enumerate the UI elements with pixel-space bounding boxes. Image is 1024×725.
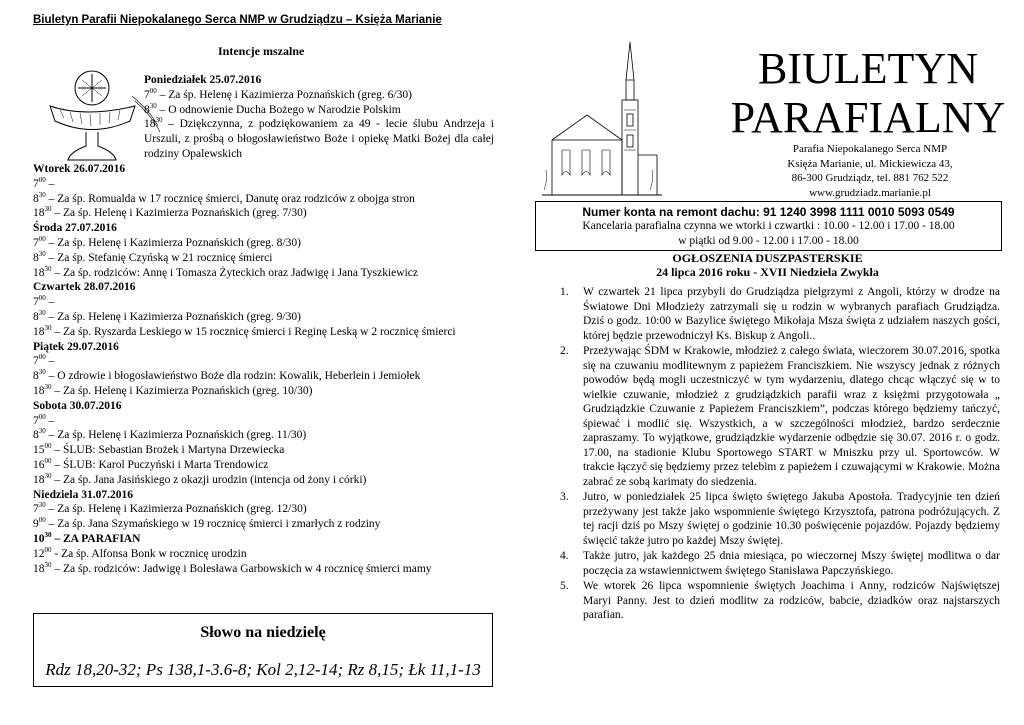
announcement-text: Także jutro, jak każdego 25 dnia miesiąca, po wieczornej Mszy świętej modlitwa o dar poczęcia za wstawiennictwem świętego Stanisława Papczyńskiego. <box>583 550 1000 577</box>
announcement-text: Przeżywając ŚDM w Krakowie, młodzież z całego świata, wieczorem 30.07.2016, spotka się na czuwaniu modlitewnym z papieżem Franciszkiem. Nie wszyscy jednak z różnych powodów będą mogli uczestniczyć w tym wydarzeniu, dlatego chcąc włączyć się w to wielkie czuwanie, młodzież z grudziądzkich parafii wraz z księżmi przygotowała „ Grudziądzkie Czuwanie z Papieżem Franciszkiem”, podczas którego będziemy tańczyć, śpiewać i modlić się. Wszystkich, a w szczególności młodzież, bardzo serdecznie zapraszamy. To wyjątkowe, grudziądzkie wydarzenie odbędzie się 30.07. 2016 r. o godz. 17.00, na stadionie Klubu Sportowego START w Mniszku przy ul. Sportowców. W trakcie łączyć się będziemy przez telebim z papieżem i czuwającymi w Krakowie. Można zabrać ze sobą karimaty do siedzenia. <box>583 345 1000 488</box>
announcement-text: Jutro, w poniedziałek 25 lipca święto świętego Jakuba Apostoła. Tradycyjnie ten dzień przeżywany jest także jako wspomnienie świętego Krzysztofa, patrona podróżujących. Z tej racji dziś po Mszy świętej o godzinie 10.30 poświęcenie pojazdów. Pojazdy będziemy święcić także jutro po każdej Mszy świętej. <box>583 491 1000 547</box>
sunday-word-box <box>33 613 493 687</box>
announcement-item <box>545 285 1000 343</box>
announcements-heading <box>535 251 1000 279</box>
mass-entry: $18^{30}$ – Za śp. Jana Jasińskiego z okazji urodzin (intencja od żony i córki) <box>33 471 367 486</box>
weekly-intentions <box>33 162 493 576</box>
announcements-title: OGŁOSZENIA DUSZPASTERSKIE <box>672 251 863 265</box>
account-box <box>535 201 1002 251</box>
mass-entry: $7^{00}$ – <box>33 175 55 190</box>
announcement-text: We wtorek 26 lipca wspomnienie świętych Joachima i Anny, rodziców Najświętszej Maryi Panny. Jest to dzień modlitw za rodziców, babcie, dziadków oraz najstarszych parafian. <box>583 580 1000 621</box>
monday-intentions <box>144 73 494 162</box>
office-hours: Kancelaria parafialna czynna we wtorki i czwartki : 10.00 - 12.00 i 17.00 - 18.00 <box>582 220 955 232</box>
mass-entry: $18^{30}$ – Dziękczynna, z podziękowaniem za 49 - lecie ślubu Andrzeja i Urszuli, z prośbą o błogosławieństwo Boże i opiekę Matki Bożej dla całej rodziny Opalewskich <box>144 116 494 160</box>
day-heading: Sobota 30.07.2016 <box>33 399 122 412</box>
announcement-number: 3. <box>560 491 569 503</box>
address-line: 86-300 Grudziądz, tel. 881 762 522 <box>791 172 949 184</box>
day-heading: Piątek 29.07.2016 <box>33 340 119 353</box>
mass-entry: $12^{00}$ - Za śp. Alfonsa Bonk w rocznicę urodzin <box>33 545 247 560</box>
announcement-number: 5. <box>560 580 569 592</box>
day-heading: Poniedziałek 25.07.2016 <box>144 74 262 86</box>
mass-entry: $18^{30}$ – Za śp. rodziców: Annę i Tomasza Żyteckich oraz Jadwigę i Jana Tyszkiewicz <box>33 264 418 279</box>
church-illustration <box>542 40 662 200</box>
mass-entry: $8^{30}$ – O odnowienie Ducha Bożego w Narodzie Polskim <box>144 101 401 116</box>
office-hours: w piątki od 9.00 - 12.00 i 17.00 - 18.00 <box>678 234 859 247</box>
bulletin-header: Biuletyn Parafii Niepokalanego Serca NMP w Grudziądzu – Księża Marianie <box>33 14 442 26</box>
mass-entry: $18^{30}$ – Za śp. Helenę i Kazimierza Poznańskich (greg. 7/30) <box>33 205 307 220</box>
mass-entry: $8^{30}$ – O zdrowie i błogosławieństwo Boże dla rodzin: Kowalik, Heberlein i Jemiołek <box>33 368 421 383</box>
mass-entry: $10^{30}$ – ZA PARAFIAN <box>33 531 141 545</box>
parish-name: Parafia Niepokalanego Serca NMP <box>792 143 948 155</box>
mass-entry: $18^{30}$ – Za śp. rodziców: Jadwigę i Bolesława Garbowskich w 4 rocznicę śmierci mamy <box>33 560 432 575</box>
mass-entry: $8^{30}$ – Za śp. Romualda w 17 rocznicę śmierci, Danutę oraz rodziców z obojga stron <box>33 190 415 205</box>
announcement-number: 1. <box>560 286 569 298</box>
parish-contact <box>740 142 1000 200</box>
mass-entry: $8^{30}$ – Za śp. Helenę i Kazimierza Poznańskich (greg. 9/30) <box>33 309 301 323</box>
mass-entry: $7^{00}$ – <box>33 353 55 368</box>
announcement-number: 4. <box>560 550 569 562</box>
day-heading: Wtorek 26.07.2016 <box>33 163 126 175</box>
mass-entry: $8^{30}$ – Za śp. Helenę i Kazimierza Poznańskich (greg. 11/30) <box>33 427 307 442</box>
intentions-title: Intencje mszalne <box>218 44 305 58</box>
sunday-readings: Rdz 18,20-32; Ps 138,1-3.6-8; Kol 2,12-14; Rz 8,15; Łk 11,1-13 <box>45 660 481 679</box>
announcements-subtitle: 24 lipca 2016 roku - XVII Niedziela Zwykła <box>656 265 879 279</box>
mass-entry: $16^{00}$ – ŚLUB: Karol Puczyński i Marta Trendowicz <box>33 457 269 471</box>
day-heading: Niedziela 31.07.2016 <box>33 488 133 501</box>
sunday-word-title: Słowo na niedzielę <box>200 624 326 641</box>
announcement-item <box>545 490 1000 548</box>
mass-entry: $15^{00}$ – ŚLUB: Sebastian Brożek i Martyna Drzewiecka <box>33 442 285 457</box>
mass-entry: $7^{00}$ – Za śp. Helenę i Kazimierza Poznańskich (greg. 8/30) <box>33 235 301 249</box>
mass-entry: $18^{30}$ – Za śp. Helenę i Kazimierza Poznańskich (greg. 10/30) <box>33 383 313 397</box>
announcement-text: W czwartek 21 lipca przybyli do Grudziądza pielgrzymi z Angoli, którzy w drodze na Światowe Dni Młodzieży zatrzymali się u rodzin w wybranych parafiach Grudziądza. Dziś o godz. 10:00 w Bazylice świętego Mikołaja Msza święta z udziałem naszych gości, której będzie przewodniczył Ks. Biskup z Angoli.. <box>583 286 1000 342</box>
title-line-2: PARAFIALNY <box>730 93 1006 142</box>
day-heading: Czwartek 28.07.2016 <box>33 281 136 294</box>
website-link[interactable]: www.grudziadz.marianie.pl <box>809 186 931 199</box>
mass-entry: $7^{00}$ – <box>33 294 55 309</box>
bank-account: Numer konta na remont dachu: 91 1240 3998 1111 0010 5093 0549 <box>582 205 955 219</box>
announcement-item <box>545 579 1000 623</box>
announcement-number: 2. <box>560 345 569 357</box>
mass-entry: $8^{30}$ – Za śp. Stefanię Czyńską w 21 rocznicę śmierci <box>33 249 273 264</box>
announcement-item <box>545 344 1000 489</box>
mass-entry: $9^{00}$ – Za śp. Jana Szymańskiego w 19 rocznicę śmierci i zmarłych z rodziny <box>33 516 381 531</box>
announcements-list <box>545 285 1000 624</box>
title-line-1: BIULETYN <box>758 44 978 93</box>
mass-entry: $7^{00}$ – <box>33 412 55 427</box>
bulletin-title <box>728 44 1008 142</box>
mass-entry: $7^{30}$ – Za śp. Helenę i Kazimierza Poznańskich (greg. 12/30) <box>33 501 307 516</box>
mass-entry: $18^{30}$ – Za śp. Ryszarda Leskiego w 15 rocznicę śmierci i Reginę Leską w 2 rocznicę śmierci <box>33 323 456 338</box>
announcement-item <box>545 549 1000 578</box>
mass-entry: $7^{00}$ – Za śp. Helenę i Kazimierza Poznańskich (greg. 6/30) <box>144 86 412 101</box>
address-line: Księża Marianie, ul. Mickiewicza 43, <box>787 157 953 170</box>
day-heading: Środa 27.07.2016 <box>33 222 117 235</box>
